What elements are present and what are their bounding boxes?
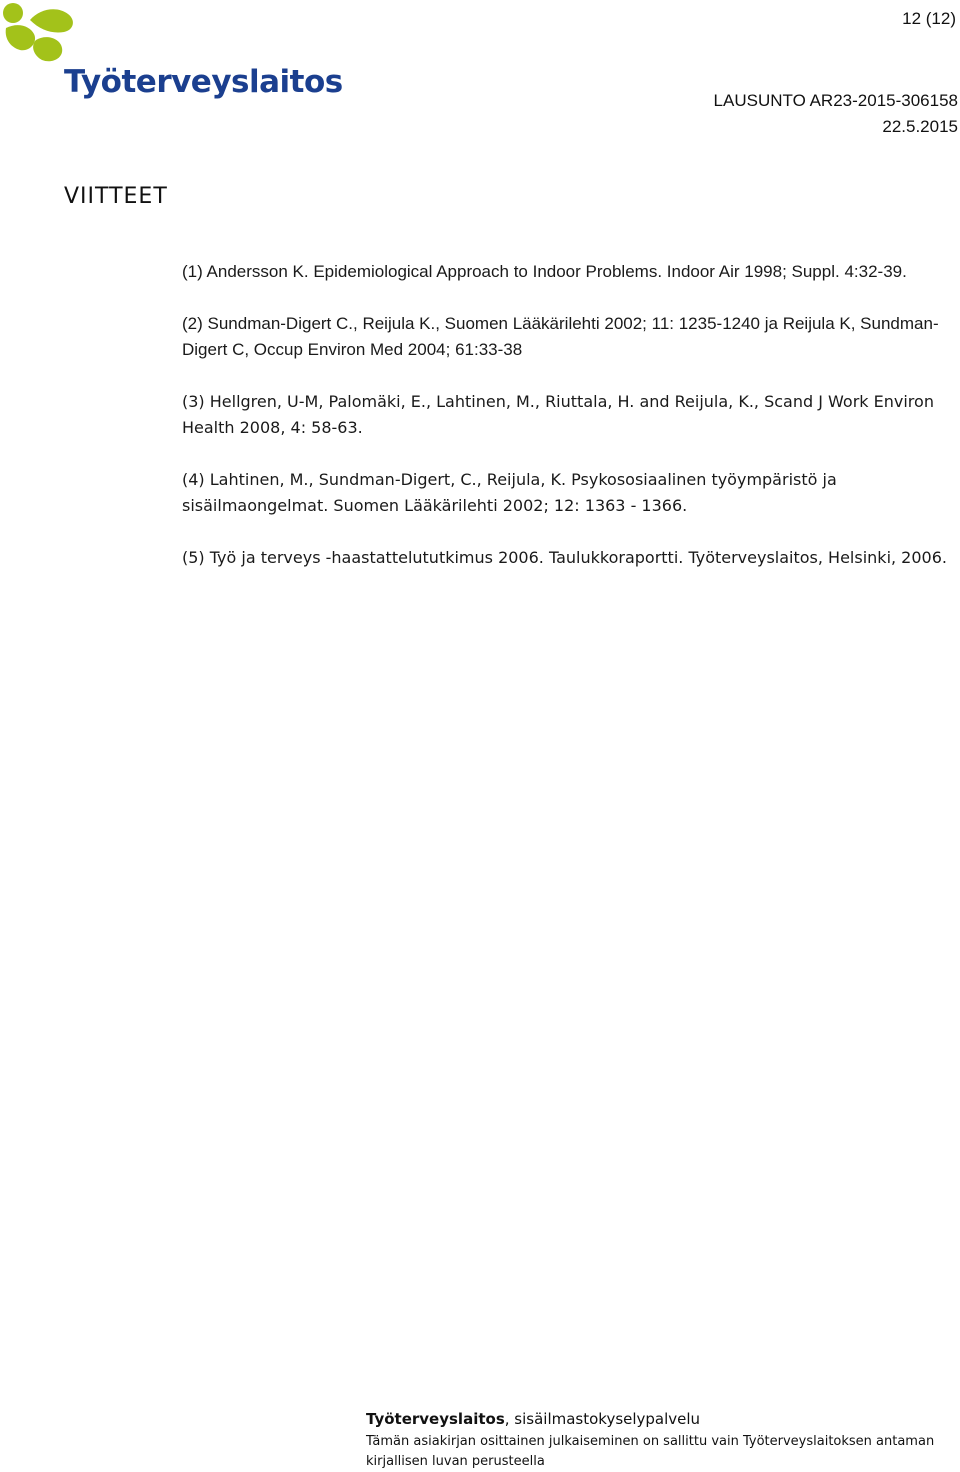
reference-item: (5) Työ ja terveys -haastattelututkimus 2006. Taulukkoraportti. Työterveyslaitos, Helsinki, 2006. [182, 548, 947, 567]
footer-notice: Tämän asiakirjan osittainen julkaiseminen on sallittu vain Työterveyslaitoksen antaman kirjallisen luvan perusteella [366, 1434, 935, 1469]
logo-wordmark: Työterveyslaitos [64, 64, 343, 100]
footer-org-name: Työterveyslaitos [366, 1410, 505, 1428]
footer-unit: , sisäilmastokyselypalvelu [504, 1410, 701, 1428]
section-title: VIITTEET [64, 184, 168, 209]
tyoterveyslaitos-logo [0, 0, 343, 110]
footer-organization [366, 1408, 956, 1430]
reference-item: (2) Sundman-Digert C., Reijula K., Suomen Lääkärilehti 2002; 11: 1235-1240 ja Reijula K, Sundman-Digert C, Occup Environ Med 2004; 61:33-38 [182, 314, 939, 359]
reference-list [182, 259, 958, 597]
page-footer [366, 1408, 956, 1472]
page-number: 12 (12) [902, 9, 956, 28]
reference-item: (4) Lahtinen, M., Sundman-Digert, C., Reijula, K. Psykososiaalinen työympäristö ja sisäilmaongelmat. Suomen Lääkärilehti 2002; 12: 1363 - 1366. [182, 470, 837, 515]
logo-mark-icon [0, 0, 90, 64]
document-date: 22.5.2015 [882, 117, 958, 136]
reference-item: (1) Andersson K. Epidemiological Approach to Indoor Problems. Indoor Air 1998; Suppl. 4:32-39. [182, 262, 907, 281]
document-id: LAUSUNTO AR23-2015-306158 [713, 91, 958, 110]
document-reference [714, 88, 958, 140]
reference-item: (3) Hellgren, U-M, Palomäki, E., Lahtinen, M., Riuttala, H. and Reijula, K., Scand J Work Environ Health 2008, 4: 58-63. [182, 392, 934, 437]
